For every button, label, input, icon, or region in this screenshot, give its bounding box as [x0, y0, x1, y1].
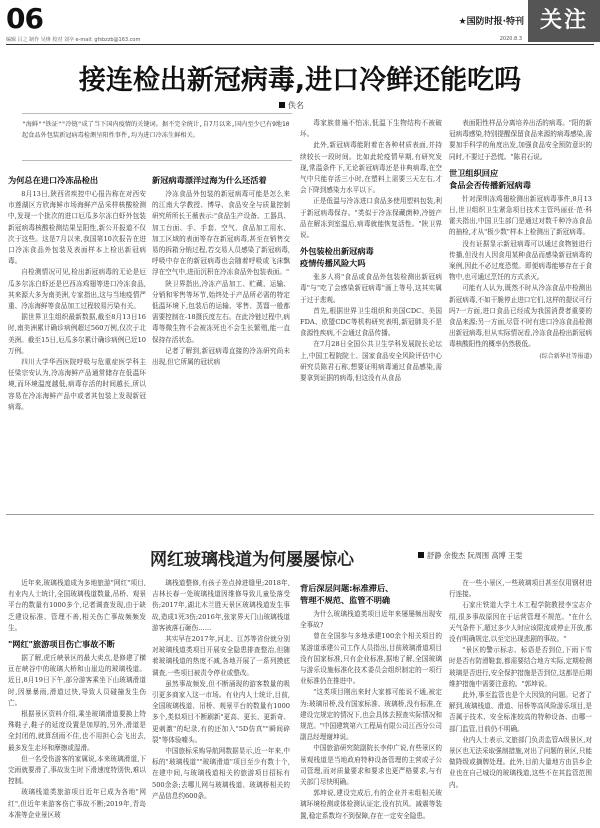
paragraph: 四川大学华西医院呼吸与危重症医学科主任梁宗安认为,冷冻海鲜产品通常储存在低温环境,而环境温度越低,病毒存活的时间越长,所以容易在冷冻海鲜产品中或者其包装上发现新冠病毒。	[8, 358, 146, 411]
paragraph: 璃栈道整修,有孩子差点掉进缝里;2018年,吉林长春一处玻璃栈道因维修导致儿童坠落受伤;2017年,湖北木兰胜天景区玻璃栈道发生事故,造成1死3伤;2016年,张家界天门山玻璃栈道游客被落石砸伤……	[152, 579, 290, 632]
story1-column-2	[152, 170, 290, 505]
paragraph: 玻璃栈道类旅游项目近年已成为各地"网红",但近年来游客伤亡事故不断;2019年,青岛本准等企业景区玻	[8, 788, 146, 819]
paragraph: 没有证据显示新冠病毒可以通过食物链进行传播,但没有人因食用某种食品而感染新冠病毒的案例,因此不必过度恐慌。即便病毒能够存在于食物中,也可通过烹饪的方式杀灭。	[449, 239, 592, 282]
paragraph: 可能有人认为,既然不时从冷冻食品中检测出新冠病毒,不如干脆停止进口它们,这样的提议可行吗?一方面,进口食品已经成为我国消费者重要的食品来源;另一方面,尽管不时有进口冷冻食品检测出新冠病毒,但从实际情况看,冷冻食品检出新冠病毒核酸阳性的概率仍然极低。	[449, 284, 592, 349]
subheading: 外包装检出新冠病毒 疫情传播风险大吗	[300, 246, 374, 269]
lede-paragraph: "海鲜""铁证""冷链"成了当下国内疫情的关键词。据不完全统计,自7月以来,国内至少已有9地10起食品外包装新冠病毒检测呈阳性事件,均为进口冷冻生鲜相关。	[22, 113, 292, 161]
byline	[279, 100, 304, 111]
paragraph: 曾在全国参与多地承建100余个相关项目的某游道承建公司工作人员指出,目前玻璃滑道项目没有国家标准,只有企业标准,据地了解,全国玻璃与游乐设施标准化技术委员会组织制定的一项行业标准仍在推进中。	[300, 632, 442, 686]
paragraph: "这类项目刚出来时大家都可能说不通,被定为:玻璃吊桥,没有国家标准、玻璃桥,没有标准,在建设完规定的情况下,也会具体去照查实际情况和规范。"中国建筑第六工程局有限公司江西分公司副总经理谢坤说。	[300, 688, 442, 742]
story2-column-3	[300, 578, 442, 824]
paragraph: 冷冻食品外包装的新冠病毒可能是怎么来的江南大学教授、博导、食品安全与质量控制研究所所长王薇表示:"食品生产设备、工器具、加工台面、手、手套、空气、食品加工用水、加工区域的表面等存在新冠病毒,甚至在销售交易的拆箱分销过程,若交易人员感染了新冠病毒,呼吸中存在的新冠病毒也会随着呼吸或飞沫飘浮在空气中,进而沉积在冷冻食品外包装表面。"	[152, 190, 290, 277]
page-number: 06	[6, 2, 43, 35]
subheading: 新冠病毒漂洋过海为什么还活着	[152, 175, 267, 185]
source-credit: (综合新华社等报道)	[539, 352, 592, 360]
byline-author: 佚名	[288, 101, 304, 110]
subheading: 为何总在进口冷冻品检出	[8, 175, 99, 185]
subheading: "网红"旅游项目伤亡事故不断	[8, 639, 115, 650]
story-divider	[6, 514, 594, 515]
issue-date: 2020.8.3	[499, 36, 522, 42]
story1-column-4	[449, 118, 592, 506]
byline-2	[418, 551, 522, 561]
story1-column-3	[300, 118, 442, 506]
paragraph: 近年来,玻璃栈道成为多地旅游"网红"项目,有业内人士统计,全国玻璃栈道数量,吊桥、观景平台的数量有1000多个,记者调查发现,由于缺乏建设标准、管理不善,相关伤亡事故频频发生。	[8, 579, 146, 632]
paragraph: 首先,根据世界卫生组织和美国CDC、美国FDA、欧盟CDC等机构研究表明,新冠肺炎不是食源性疾病,不会通过食品传播。	[300, 306, 442, 338]
paragraph: 据了解,虎丘峡景区的最大卖点,是修建了横亘在峡谷中的玻璃大桥和山崖边的玻璃栈道。近日,8月19日下午,部分游客乘坐下山玻璃滑道时,因暴暴雨,滑道过快,导致人员碰撞发生伤亡。	[8, 654, 146, 707]
paragraph: "景区的警示标志、标语是否到位,下雨下雪时是否有防滑鞋套,都需要结合地方实际,定期检测玻璃是否进行,安全保护措施是否到位,这都是后期维护措施中需要注意的。"郭坤说。	[449, 646, 592, 688]
paragraph: 在一些小景区,一些玻璃项目甚至仅用钢材进行连接。	[449, 579, 592, 599]
subheading: 世卫组织回应 食品会否传播新冠病毒	[449, 167, 531, 190]
paragraph: 中国旅标采购导航网数据显示,近一年来,中标的"玻璃栈道""玻璃滑道"项目至少有数十个,在建中间,与玻璃栈道相关的旅游项目招标有500余条;去哪儿网与玻璃栈道、玻璃桥相关的产品信息约600条。	[152, 747, 290, 800]
story2-column-4	[449, 578, 592, 824]
paragraph: 张多人将"食品或食品外包装检测出新冠病毒"与"吃了会感染新冠病毒"画上等号,这其实属于过于悲观。	[300, 273, 442, 304]
masthead-meta: 编辑 吕之 制作 吴烽 校对 刘卒 e-mail: gfsbzzb@163.com	[6, 37, 141, 43]
paragraph: 据世界卫生组织最新数据,截至8月13日16时,南美洲累计确诊病例超过560万例,仅次于北美洲。截至15日,厄瓜多尔累计确诊病例已近10万例。	[8, 313, 146, 355]
paragraph: 根据景区资料介绍,乘坐玻璃滑道要换上特殊鞋子,鞋子的延度设置是加厚的,另外,滑道是全封闭的,就算刮雨不住,也不用担心会飞出去,最多发生走坏和摩擦或湿滑。	[8, 710, 146, 752]
masthead-rule	[6, 44, 594, 45]
paragraph: 此外,事至监管也是个大因致的问题。记者了解到,玻璃栈道、滑道、吊桥等高风险游乐项目,是否属于技术、安全标准较高的特种设备、由哪一部门监管,目前仍不明确。	[449, 691, 592, 733]
subheading: 背后深层问题:标准滞后、 管理不规范、监管不明确	[300, 583, 394, 605]
paragraph: 石家庄铁道大学土木工程学院教授李宝志介绍,很多事故原因在于运营管理不规范。"在什么天气条件下,超过多少人时应该限流或停止开放,都没有明确规定,以至完出现悲剧的事故。"	[449, 601, 592, 644]
paragraph: 虽然事故频发,但不断涌现的游客数量的吸引更多商家入这一市场。有业内人士统计,目前,全国玻璃栈道、吊桥、观景平台的数量有1000多个,类似项目不断刷新"更高、更长、更新奇、更刺激"的纪录,有的还加入"5D仿真""瞬间碎裂"等体验噱头。	[152, 679, 290, 744]
byline-marker	[418, 552, 424, 558]
story1-column-1	[8, 170, 146, 505]
paragraph: 此外,新冠病毒能附着在各种材质表面,并持续较长一段时间。比如此轮疫情早期,有研究发现,常温条件下,无论新冠病毒还是非典病毒,在空气中只能存活三小时,在塑料上需要三天左右,才会下降到感染力水平以下。	[300, 141, 442, 195]
paragraph: 其实早在2017年,河北、江苏等省份就分别对玻璃栈道类项目开展安全隐患排查整治,但随着玻璃栈道的热度不减,各地开展了一系列摸底调查,一些项目被责令停业或整改。	[152, 635, 290, 677]
paragraph: 中国旅游研究院副院长李仲广说,有些景区的景观栈道是当地政府特种设备管理的主营或子公司管理,而对质量要求和要求也更严格要求,与有关部门尽快明确。	[300, 744, 442, 787]
paragraph: 表面阳性样品分离培养出活的病毒。"阳的新冠病毒感染,特别提醒保留食品来源的病毒感染,需要加手科学的角度出发,加强食品安全预防意识的同时,不要过于恐慌。"陈君石说。	[449, 119, 592, 161]
byline-marker	[279, 102, 285, 108]
paper-name: ★国防时报·特刊	[458, 17, 524, 27]
main-headline: 接连检出新冠病毒,进口冷鲜还能吃吗	[78, 65, 522, 96]
paragraph: 记者了解到,新冠病毒直接的冷冻研究尚未出现,但它所属的冠状病	[152, 346, 290, 367]
section-label: 关注	[528, 0, 600, 42]
masthead	[0, 0, 600, 44]
paragraph: 自检测情况可见,检出新冠病毒的无论是厄瓜多尔冻白虾还是巴西冻鸡翅等进口冷冻食品,其来源大多为南美洲,专家指出,这与当地疫情严重、冷冻海鲜等食品加工过程较易污染有关。	[8, 268, 146, 311]
paragraph: 在7月28日全国公共卫生学科发展院长论坛上,中国工程院院士、国家食品安全风险评估中心研究员陈君石称,想要证明病毒通过食品感染,需要拿到证据的病毒,但这没有从食品	[300, 340, 442, 383]
paragraph: 郭坤说,建设完成后,有的企业并未组相关玻璃环境检测或体检测认证定,没有抗风、减震等装置,稳定系数均不到保障,存在一定安全隐患。	[300, 789, 442, 820]
paragraph: 陕卫界指出,冷冻产品加工、贮藏、运输、分销和零售等环节,始终处于产品所必需的特定低温环境下,包装后的运输、零售、蒸馏一般都需要控制在-18摄氏度左右。在此冷链过程中,病毒等微生物不会被冻死也不会生长繁殖,能一直保持存活状态。	[152, 279, 290, 344]
paragraph: 业内人士表示,文旅部门负责监管A级景区,对景区也无法采取强制措施,对出了问题的景区,只能做降级或摘牌处理。此外,目前大量地方由县乡企业也在自己城设的玻璃栈道,这些不在其监管范围内。	[449, 735, 592, 789]
paragraph: 为什么玻璃栈道类项目近年来屡屡频出现安全事故?	[300, 610, 442, 630]
secondary-headline: 网红玻璃栈道为何屡屡惊心	[150, 550, 354, 570]
paragraph: 针对深圳冻鸡翅检测出新冠病毒事件,8月13日,世卫组织卫生紧急项目技术主管玛丽亚·范·科霍夫指出,中国卫生部门是通过对数千种冷冻食品的抽检,才从"极少数"样本上检测出了新冠病毒。	[449, 194, 592, 237]
byline-2-authors: 舒静 余俊杰 阮周围 高博 王雯	[427, 551, 523, 560]
paragraph: 但一名受伤游客的家属说,本来玻璃滑道,下完雨就要滑了,事故发生时下滑速度特别快,难以控制。	[8, 754, 146, 786]
story2-column-1	[8, 578, 146, 824]
paragraph: 8月13日,陕西省疾控中心报告称在对西安市莲湖区方欣海鲜市场海鲜产品采样核酸检测中,发现一个批次的进口厄瓜多尔冻白虾外包装新冠病毒核酸检测结果呈阳性,新公开报道不仅次于这些。这是7月以来,我国第10次报告在进口冷冻食品外包装及表面样本上检出新冠病毒。	[8, 190, 146, 266]
paragraph: 正是低温与冷冻进口食品多使用塑料包装,利于新冠病毒保存。"类似于冷冻保藏菌种,冷链产品在解冻到室温后,病毒就能恢复活性。"陕卫界说。	[300, 197, 442, 240]
story2-column-2	[152, 578, 290, 824]
paragraph: 毒家族普遍不怕冻,低温下生物结构不被破坏。	[300, 119, 442, 139]
